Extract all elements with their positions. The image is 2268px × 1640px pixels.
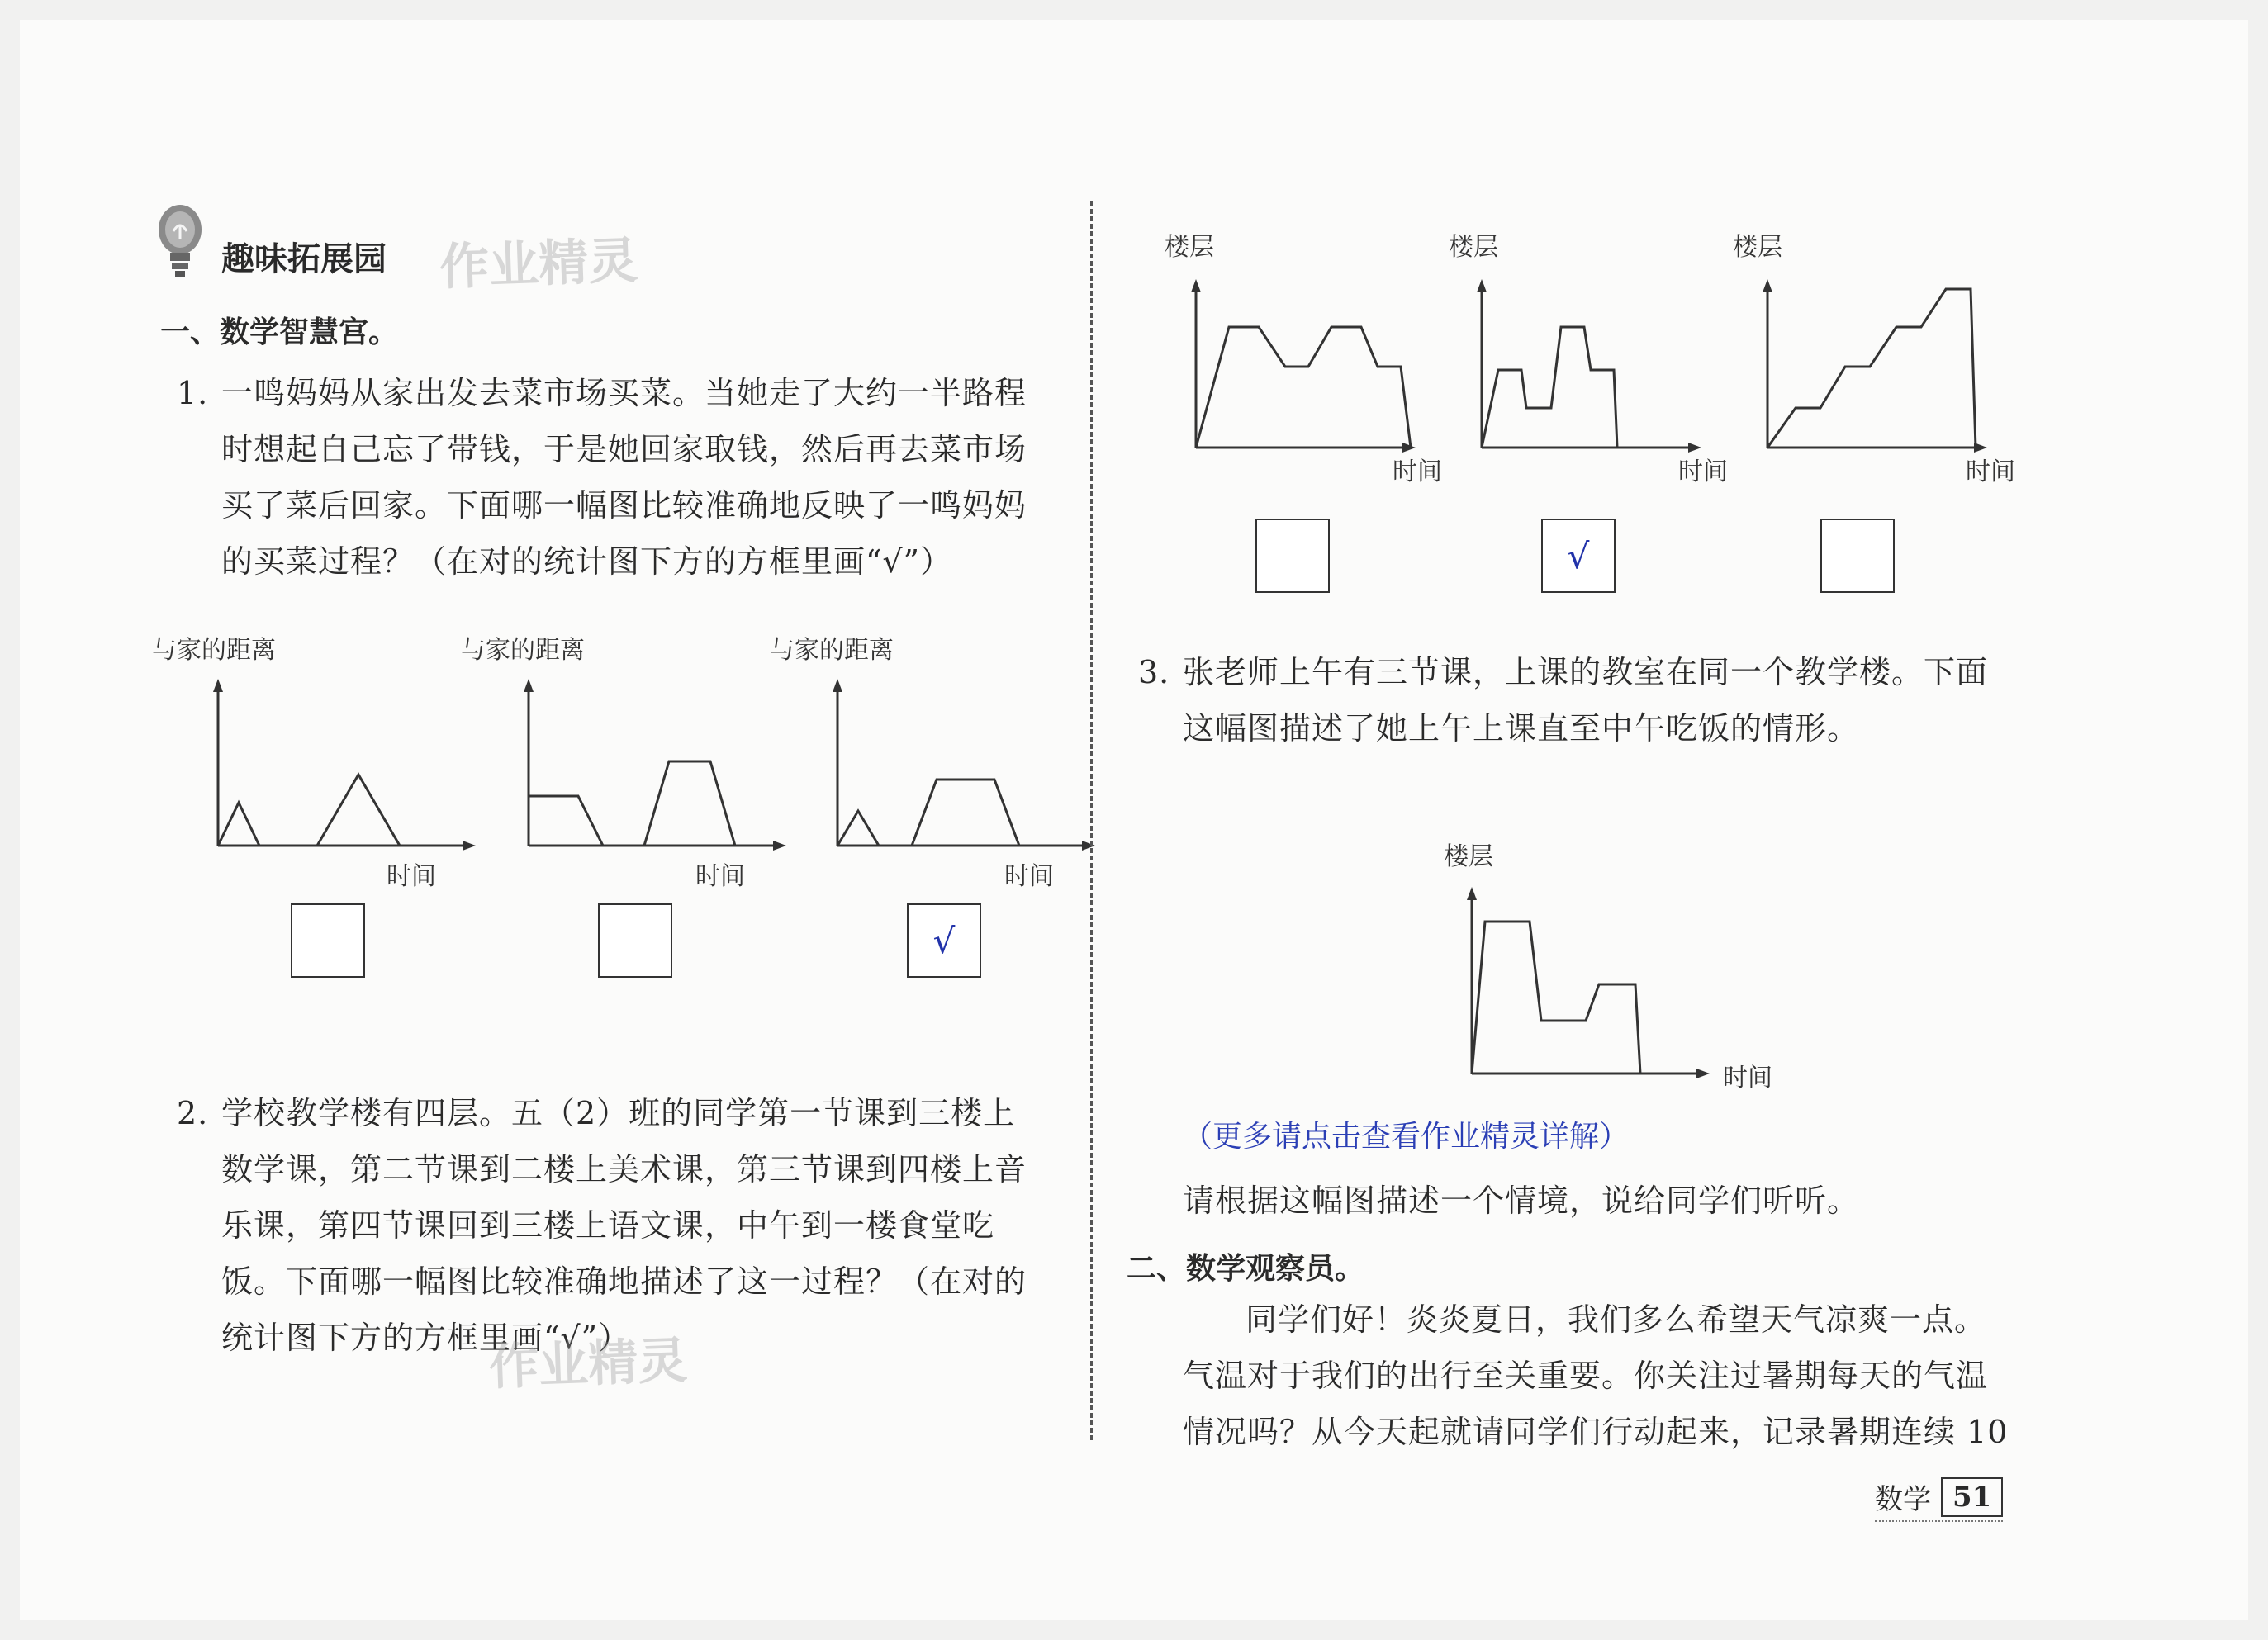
q3-line: 这幅图描述了她上午上课直至中午吃饭的情形。 xyxy=(1183,710,1860,747)
subject-label: 数学 xyxy=(1875,1483,1931,1516)
chart-y-label: 楼层 xyxy=(1449,233,1498,262)
floor-chart-c xyxy=(1754,268,2002,457)
page-number: 51 xyxy=(1941,1477,2003,1517)
q1-number: 1. xyxy=(177,375,209,411)
q2-number: 2. xyxy=(177,1095,209,1131)
chart-y-label: 与家的距离 xyxy=(152,636,276,665)
part2-line: 情况吗？从今天起就请同学们行动起来，记录暑期连续 10 xyxy=(1183,1414,2009,1450)
q1-line: 的买菜过程？（在对的统计图下方的方框里画“√”） xyxy=(221,543,953,580)
page-divider xyxy=(1090,201,1093,1440)
q2-line: 学校教学楼有四层。五（2）班的同学第一节课到三楼上 xyxy=(221,1095,1016,1131)
footer xyxy=(1875,1476,2003,1522)
part2-text xyxy=(1183,1292,2058,1460)
chart-x-label: 时间 xyxy=(1678,457,1728,486)
q3-number: 3. xyxy=(1138,654,1170,690)
chart-y-label: 楼层 xyxy=(1165,233,1214,262)
chart-x-label: 时间 xyxy=(1723,1064,1772,1093)
chart-y-label: 与家的距离 xyxy=(770,636,894,665)
chart-x-label: 时间 xyxy=(387,862,436,891)
more-details-link[interactable]: （更多请点击查看作业精灵详解） xyxy=(1183,1120,1630,1154)
q2-line: 数学课，第二节课到二楼上美术课，第三节课到四楼上音 xyxy=(221,1151,1027,1187)
q2-line: 饭。下面哪一幅图比较准确地描述了这一过程？（在对的 xyxy=(221,1263,1027,1300)
q1-line: 一鸣妈妈从家出发去菜市场买菜。当她走了大约一半路程 xyxy=(221,375,1027,411)
chart-x-label: 时间 xyxy=(1004,862,1054,891)
answer-box[interactable]: √ xyxy=(907,903,981,978)
chart-y-label: 楼层 xyxy=(1733,233,1782,262)
distance-chart-a xyxy=(202,672,482,854)
section-title: 趣味拓展园 xyxy=(221,240,387,278)
q1-line: 时想起自己忘了带钱，于是她回家取钱，然后再去菜市场 xyxy=(221,431,1027,467)
floor-chart-teacher xyxy=(1460,879,1725,1085)
lightbulb-icon xyxy=(155,200,205,282)
answer-box[interactable] xyxy=(1255,519,1330,593)
workbook-page xyxy=(20,20,2248,1620)
q3-line: 张老师上午有三节课，上课的教室在同一个教学楼。下面 xyxy=(1183,654,1989,690)
watermark: 作业精灵 xyxy=(488,1331,689,1397)
part1-title: 一、数学智慧宫。 xyxy=(160,315,399,349)
chart-x-label: 时间 xyxy=(1393,457,1442,486)
part2-line: 同学们好！炎炎夏日，我们多么希望天气凉爽一点。 xyxy=(1246,1301,1987,1338)
q3-prompt: 请根据这幅图描述一个情境，说给同学们听听。 xyxy=(1183,1183,1860,1219)
q2-line: 乐课，第四节课回到三楼上语文课，中午到一楼食堂吃 xyxy=(221,1207,995,1244)
answer-box[interactable] xyxy=(291,903,365,978)
chart-x-label: 时间 xyxy=(695,862,745,891)
q3-text xyxy=(1183,644,2042,756)
chart-x-label: 时间 xyxy=(1966,457,2015,486)
q1-line: 买了菜后回家。下面哪一幅图比较准确地反映了一鸣妈妈 xyxy=(221,487,1027,524)
answer-box[interactable] xyxy=(598,903,672,978)
q1-text xyxy=(221,365,1080,590)
part2-line: 气温对于我们的出行至关重要。你关注过暑期每天的气温 xyxy=(1183,1358,1989,1394)
floor-chart-a xyxy=(1183,268,1431,457)
answer-box[interactable]: √ xyxy=(1541,519,1616,593)
part2-title: 二、数学观察员。 xyxy=(1127,1252,1365,1286)
answer-box[interactable] xyxy=(1820,519,1895,593)
chart-y-label: 与家的距离 xyxy=(461,636,585,665)
q2-line: 统计图下方的方框里画“√”） xyxy=(221,1320,631,1356)
distance-chart-b xyxy=(512,672,793,854)
floor-chart-b xyxy=(1469,268,1716,457)
distance-chart-c xyxy=(821,672,1102,854)
chart-y-label: 楼层 xyxy=(1444,842,1493,871)
watermark: 作业精灵 xyxy=(439,231,639,297)
